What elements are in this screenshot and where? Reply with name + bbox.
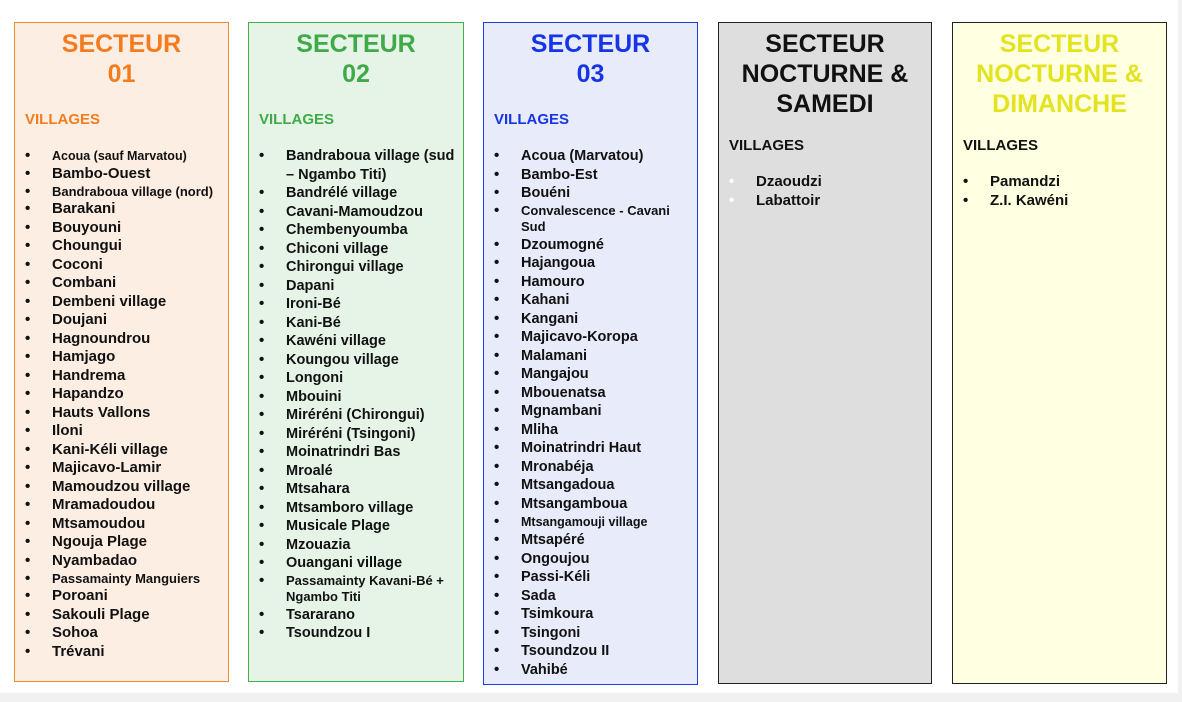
villages-label: VILLAGES <box>25 111 101 128</box>
village-item: • Vahibé <box>484 661 697 680</box>
village-item: • Doujani <box>15 311 228 330</box>
village-item: • Acoua (Marvatou) <box>484 147 697 166</box>
village-item: • Moinatrindri Bas <box>249 443 463 462</box>
village-item: • Kangani <box>484 310 697 329</box>
village-item: • Tsimkoura <box>484 605 697 624</box>
village-item: • Miréréni (Tsingoni) <box>249 425 463 444</box>
village-item: • Mroalé <box>249 462 463 481</box>
village-item: • Sohoa <box>15 624 228 643</box>
title-line: SECTEUR <box>530 30 651 58</box>
village-item: • Tsararano <box>249 606 463 625</box>
village-item: • Passi-Kéli <box>484 568 697 587</box>
village-item: • Mliha <box>484 421 697 440</box>
village-list <box>15 147 228 661</box>
village-item: • Dzoumogné <box>484 236 697 255</box>
title-line: 01 <box>107 60 136 88</box>
village-item: • Mtsahara <box>249 480 463 499</box>
village-item: • Sakouli Plage <box>15 606 228 625</box>
village-item: • Passamainty Kavani-Bé + Ngambo Titi <box>249 573 463 606</box>
title-line: SECTEUR <box>296 30 416 58</box>
village-item: • Hauts Vallons <box>15 404 228 423</box>
village-item: • Majicavo-Lamir <box>15 459 228 478</box>
village-item: • Dembeni village <box>15 293 228 312</box>
village-item: • Dzaoudzi <box>719 173 931 192</box>
village-item: • Koungou village <box>249 351 463 370</box>
title-line: DIMANCHE <box>992 90 1127 118</box>
villages-label: VILLAGES <box>963 137 1039 154</box>
village-item: • Mbouini <box>249 388 463 407</box>
village-item: • Musicale Plage <box>249 517 463 536</box>
village-item: • Mtsamboro village <box>249 499 463 518</box>
village-item: • Bandrélé village <box>249 184 463 203</box>
village-item: • Mtsangamboua <box>484 495 697 514</box>
page-bottom-margin <box>0 693 1182 702</box>
page-edge <box>1178 0 1182 702</box>
village-item: • Chiconi village <box>249 240 463 259</box>
village-item: • Ouangani village <box>249 554 463 573</box>
sector-nocturne-dimanche-panel <box>952 22 1167 684</box>
sector-nocturne-samedi-panel <box>718 22 932 684</box>
village-item: • Hagnoundrou <box>15 330 228 349</box>
village-item: • Kawéni village <box>249 332 463 351</box>
village-item: • Bouéni <box>484 184 697 203</box>
village-item: • Coconi <box>15 256 228 275</box>
sector-01-title <box>15 29 228 89</box>
village-list <box>249 147 463 643</box>
sector-02-title <box>249 29 463 89</box>
village-item: • Mbouenatsa <box>484 384 697 403</box>
title-line: SECTEUR <box>61 30 182 58</box>
sector-03-panel <box>483 22 698 685</box>
village-item: • Mangajou <box>484 365 697 384</box>
village-item: • Miréréni (Chirongui) <box>249 406 463 425</box>
village-item: • Mtsamoudou <box>15 515 228 534</box>
title-line: SAMEDI <box>776 90 874 118</box>
village-item: • Labattoir <box>719 192 931 211</box>
village-list <box>719 173 931 210</box>
village-item: • Nyambadao <box>15 552 228 571</box>
village-item: • Chirongui village <box>249 258 463 277</box>
title-line: NOCTURNE & <box>976 60 1143 88</box>
village-item: • Mramadoudou <box>15 496 228 515</box>
village-item: • Mgnambani <box>484 402 697 421</box>
title-line: 03 <box>576 60 605 88</box>
village-item: • Hamjago <box>15 348 228 367</box>
village-item: • Mtsapéré <box>484 531 697 550</box>
village-item: • Mamoudzou village <box>15 478 228 497</box>
sector-01-panel <box>14 22 229 682</box>
village-item: • Malamani <box>484 347 697 366</box>
village-item: • Bambo-Ouest <box>15 165 228 184</box>
sector-nocturne-samedi-title <box>719 29 931 119</box>
village-item: • Ngouja Plage <box>15 533 228 552</box>
title-line: NOCTURNE & <box>741 60 909 88</box>
village-item: • Ironi-Bé <box>249 295 463 314</box>
village-item: • Mtsangadoua <box>484 476 697 495</box>
village-item: • Kani-Kéli village <box>15 441 228 460</box>
village-item: • Hamouro <box>484 273 697 292</box>
village-item: • Choungui <box>15 237 228 256</box>
village-item: • Bandraboua village (nord) <box>15 184 228 201</box>
village-item: • Convalescence - Cavani Sud <box>484 203 697 236</box>
village-item: • Iloni <box>15 422 228 441</box>
village-item: • Z.I. Kawéni <box>953 192 1166 211</box>
village-item: • Tsoundzou II <box>484 642 697 661</box>
sector-03-title <box>484 29 697 89</box>
village-item: • Majicavo-Koropa <box>484 328 697 347</box>
village-item: • Ongoujou <box>484 550 697 569</box>
village-item: • Mzouazia <box>249 536 463 555</box>
village-item: • Acoua (sauf Marvatou) <box>15 147 228 165</box>
village-item: • Poroani <box>15 587 228 606</box>
title-line: SECTEUR <box>999 30 1120 58</box>
village-item: • Moinatrindri Haut <box>484 439 697 458</box>
title-line: SECTEUR <box>765 30 885 58</box>
village-item: • Passamainty Manguiers <box>15 570 228 587</box>
villages-label: VILLAGES <box>259 111 335 128</box>
village-item: • Bandraboua village (sud – Ngambo Titi) <box>249 147 463 184</box>
village-item: • Kani-Bé <box>249 314 463 333</box>
village-item: • Chembenyoumba <box>249 221 463 240</box>
village-item: • Bambo-Est <box>484 166 697 185</box>
village-item: • Tsingoni <box>484 624 697 643</box>
village-item: • Hapandzo <box>15 385 228 404</box>
village-item: • Barakani <box>15 200 228 219</box>
villages-label: VILLAGES <box>494 111 570 128</box>
village-item: • Kahani <box>484 291 697 310</box>
village-item: • Combani <box>15 274 228 293</box>
village-item: • Mronabéja <box>484 458 697 477</box>
village-list <box>953 173 1166 210</box>
village-item: • Handrema <box>15 367 228 386</box>
village-item: • Pamandzi <box>953 173 1166 192</box>
village-item: • Hajangoua <box>484 254 697 273</box>
village-item: • Bouyouni <box>15 219 228 238</box>
title-line: 02 <box>342 60 370 88</box>
village-list <box>484 147 697 679</box>
village-item: • Tsoundzou I <box>249 624 463 643</box>
sector-02-panel <box>248 22 464 682</box>
village-item: • Mtsangamouji village <box>484 513 697 531</box>
villages-label: VILLAGES <box>729 137 805 154</box>
village-item: • Trévani <box>15 643 228 662</box>
village-item: • Sada <box>484 587 697 606</box>
village-item: • Dapani <box>249 277 463 296</box>
sector-nocturne-dimanche-title <box>953 29 1166 119</box>
village-item: • Cavani-Mamoudzou <box>249 203 463 222</box>
village-item: • Longoni <box>249 369 463 388</box>
